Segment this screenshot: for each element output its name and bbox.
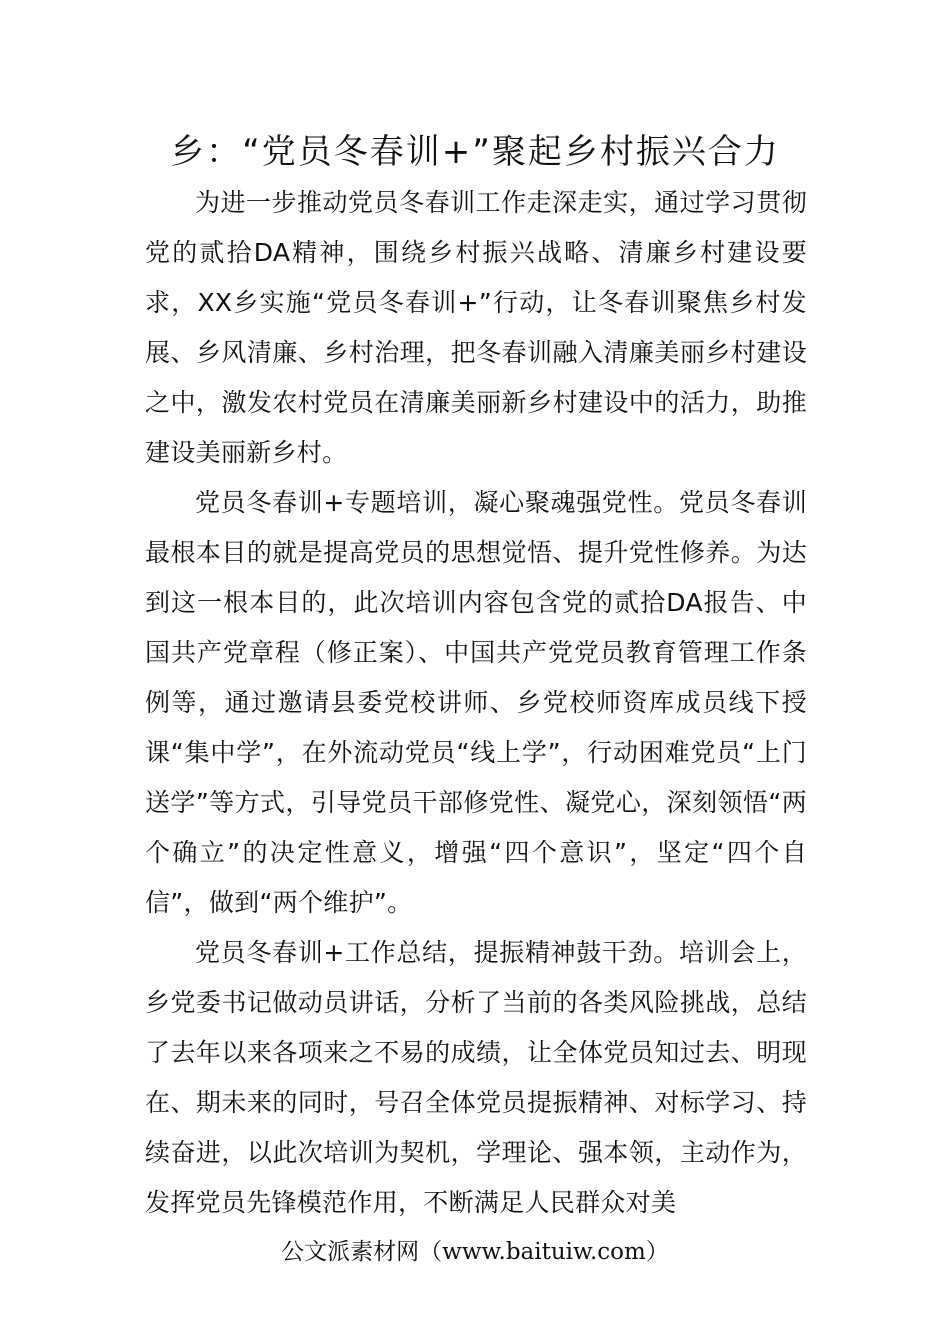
source-footer: 公文派素材网（www.baituiw.com）: [281, 1239, 669, 1265]
paragraph-intro: 为进一步推动党员冬春训工作走深走实，通过学习贯彻党的贰拾DA精神，围绕乡村振兴战略、清廉乡村建设要求，XX乡实施“党员冬春训+”行动，让冬春训聚焦乡村发展、乡风清廉、乡村治理，把冬春训融入清廉美丽乡村建设之中，激发农村党员在清廉美丽新乡村建设中的活力，助推建设美丽新乡村。: [145, 188, 807, 467]
paragraph-special-training: 党员冬春训+专题培训，凝心聚魂强党性。党员冬春训最根本目的就是提高党员的思想觉悟、提升党性修养。为达到这一根本目的，此次培训内容包含党的贰拾DA报告、中国共产党章程（修正案）、中国共产党党员教育管理工作条例等，通过邀请县委党校讲师、乡党校师资库成员线下授课“集中学”，在外流动党员“线上学”，行动困难党员“上门送学”等方式，引导党员干部修党性、凝党心，深刻领悟“两个确立”的决定性意义，增强“四个意识”，坚定“四个自信”，做到“两个维护”。: [145, 488, 807, 917]
document-body: [145, 178, 807, 1228]
document-title: 乡：“党员冬春训+”聚起乡村振兴合力: [170, 132, 780, 172]
paragraph-work-summary: 党员冬春训+工作总结，提振精神鼓干劲。培训会上，乡党委书记做动员讲话，分析了当前的各类风险挑战，总结了去年以来各项来之不易的成绩，让全体党员知过去、明现在、期未来的同时，号召全体党员提振精神、对标学习、持续奋进，以此次培训为契机，学理论、强本领，主动作为，发挥党员先锋模范作用，不断满足人民群众对美: [145, 938, 807, 1217]
